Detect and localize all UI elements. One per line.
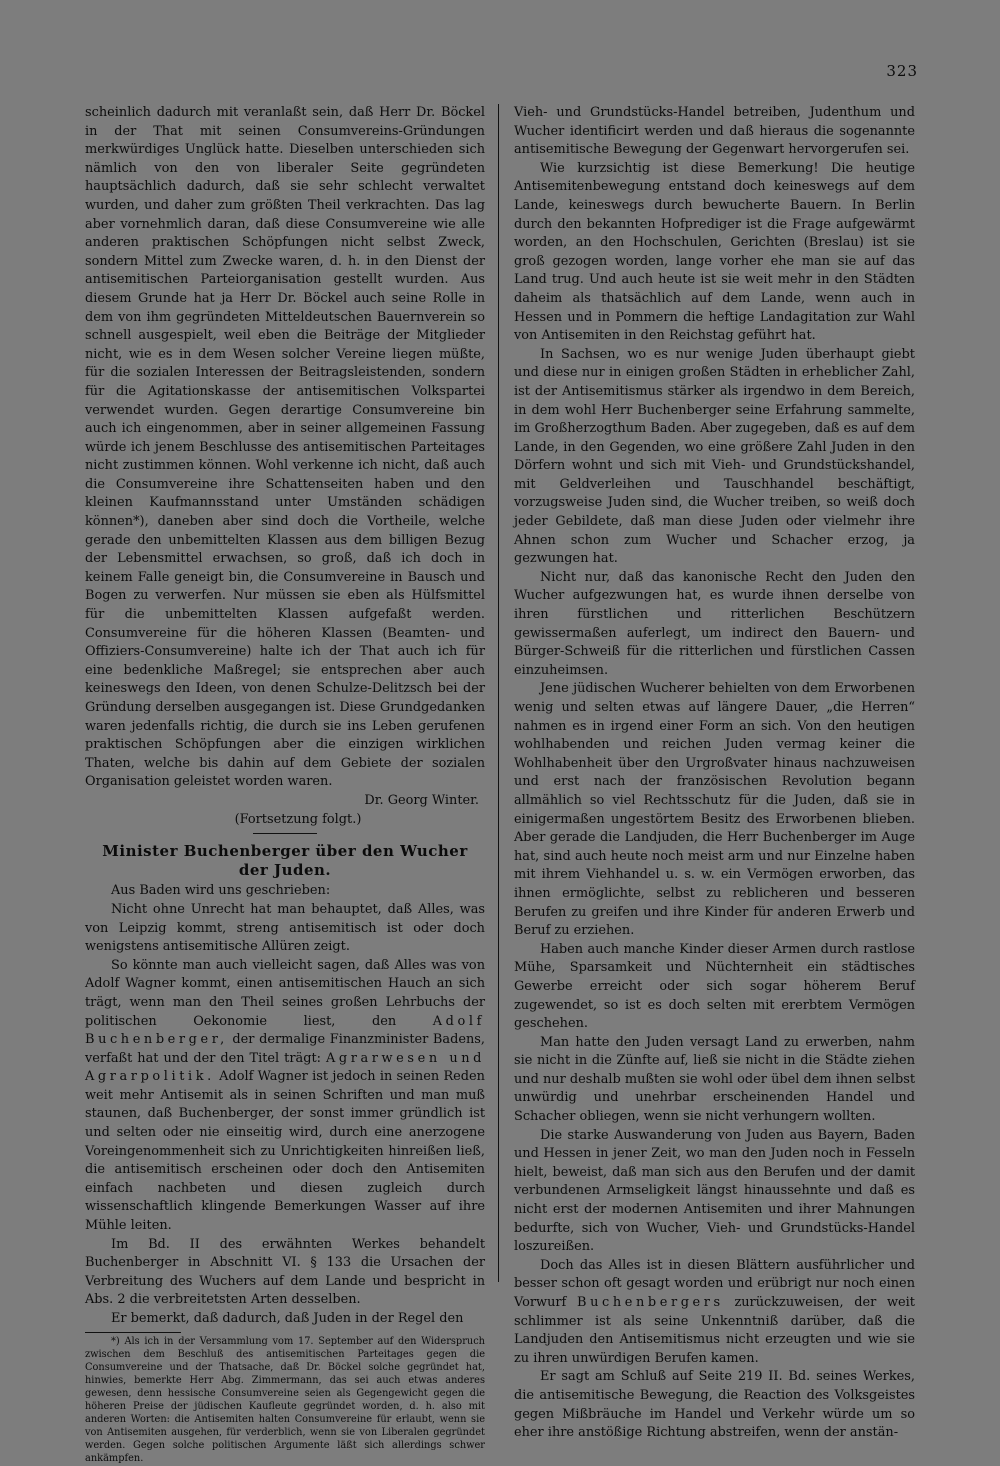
paragraph-text: So könnte man auch vielleicht sagen, daß Alles was von Adolf Wagner kommt, einen antisemitischen Hauch an sich trägt, wenn man den Theil seines großen Lehrbuchs der politischen Oekonomie liest, den: [85, 957, 485, 1029]
article-paragraph: Im Bd. II des erwähnten Werkes behandelt Buchenberger in Abschnitt VI. § 133 die Ursachen der Verbreitung des Wuchers auf dem Lande und bespricht in Abs. 2 die verbreitetsten Arten desselben.: [85, 1236, 485, 1308]
article-heading: Minister Buchenberger über den Wucher der Juden.: [102, 842, 468, 879]
article-paragraph: Man hatte den Juden versagt Land zu erwerben, nahm sie nicht in die Zünfte auf, ließ sie nicht in die Städte ziehen und nur deshalb mußten sie wohl oder übel dem ihnen selbst unwürdig und unehrbar erscheinenden Handel und Schacher obliegen, wenn sie nicht verhungern wollten.: [514, 1034, 915, 1125]
article-paragraph: Nicht ohne Unrecht hat man behauptet, daß Alles, was von Leipzig kommt, streng antisemitisch ist oder doch wenigstens antisemitische Allüren zeigt.: [85, 901, 485, 955]
author-name-spaced: Buchenbergers: [577, 1295, 724, 1310]
page-number: 323: [886, 62, 918, 80]
article-paragraph: Die starke Auswanderung von Juden aus Bayern, Baden und Hessen in jener Zeit, wo man den Juden noch in Fesseln hielt, beweist, daß man sich aus den Berufen und der damit verbundenen Armseligkeit längst hinaussehnte und daß es nicht erst der modernen Antisemiten und ihrer Mahnungen bedurfte, sich von Wucher, Vieh- und Grundstücks-Handel loszureißen.: [514, 1127, 915, 1255]
article-paragraph: Nicht nur, daß das kanonische Recht den Juden den Wucher aufgezwungen hat, es wurde ihnen derselbe von ihren fürstlichen und ritterlichen Beschützern gewissermaßen auferlegt, um indirect den Bauern- und Bürger-Schweiß für die ritterlichen und fürstlichen Cassen einzuheimsen.: [514, 569, 915, 678]
paragraph-text: der dermalige Finanzminister Badens, verfaßt hat und der den Titel trägt:: [85, 1032, 485, 1066]
paragraph-text: zurückzuweisen, der weit schlimmer ist als seine Unkenntniß darüber, daß die Landjuden den Antisemitismus nicht erzeugten und wie sie zu ihren unwürdigen Berufen kamen.: [514, 1295, 915, 1366]
left-column: [85, 104, 485, 1466]
article-paragraph: Vieh- und Grundstücks-Handel betreiben, Judenthum und Wucher identificirt werden und daß hieraus die sogenannte antisemitische Bewegung der Gegenwart hervorgerufen sei.: [514, 105, 915, 158]
right-column: [514, 104, 915, 1443]
continuation-note: (Fortsetzung folgt.): [234, 811, 362, 827]
article-paragraph: In Sachsen, wo es nur wenige Juden überhaupt giebt und diese nur in einigen großen Städten in erheblicher Zahl, ist der Antisemitismus stärker als irgendwo in dem Bereich, in dem wohl Herr Buchenberger seine Erfahrung sammelte, im Großherzogthum Baden. Aber zugegeben, daß es auf dem Lande, in den Gegenden, wo eine größere Zahl Juden in den Dörfern wohnt und sich mit Vieh- und Grundstückshandel, mit Geldverleihen und Tauschhandel beschäftigt, vorzugsweise Juden sind, die Wucher treiben, so weiß doch jeder Gebildete, daß man diese Juden oder vielmehr ihre Ahnen schon zum Wucher und Schacher erzog, ja gezwungen hat.: [514, 346, 915, 567]
column-rule: [498, 104, 499, 1282]
paragraph-text: Doch das Alles ist in diesen Blättern ausführlicher und besser schon oft gesagt worden und erübrigt nur noch einen Vorwurf: [514, 1257, 915, 1310]
article-paragraph: [514, 1257, 915, 1369]
article-paragraph: Er bemerkt, daß dadurch, daß Juden in der Regel den: [111, 1311, 464, 1326]
article-paragraph: Er sagt am Schluß auf Seite 219 II. Bd. seines Werkes, die antisemitische Bewegung, die Reaction des Volksgeistes gegen Mißbräuche im Handel und Verkehr würde um so eher ihre anstößige Richtung abstreifen, wenn der anstän-: [514, 1369, 915, 1441]
author-name-spaced: Adolf Buchenberger,: [85, 1013, 485, 1048]
footnote: *) Als ich in der Versammlung vom 17. September auf den Widerspruch zwischen dem Beschluß des antisemitischen Parteitages gegen die Consumvereine und der Thatsache, daß Dr. Böckel solche gegründet hat, hinwies, bemerkte Herr Abg. Zimmermann, das sei auch etwas anderes gewesen, denn hessische Consumvereine seien als Gegengewicht gegen die höheren Preise der jüdischen Kaufleute gegründet worden, d. h. also mit anderen Worten: die Antisemiten halten Consumvereine für erlaubt, wenn sie von Antisemiten ausgehen, für verderblich, wenn sie von Liberalen gegründet werden. Gegen solche politischen Argumente läßt sich allerdings schwer ankämpfen.: [85, 1335, 485, 1465]
continued-paragraph: scheinlich dadurch mit veranlaßt sein, daß Herr Dr. Böckel in der That mit seinen Consumvereins-Gründungen merkwürdiges Unglück hatte. Dieselben unterschieden sich nämlich von den von liberaler Seite gegründeten hauptsächlich dadurch, daß sie sehr schlecht verwaltet wurden, und daher zum größten Theil verkrachten. Das lag aber vornehmlich daran, daß diese Consumvereine wie alle anderen praktischen Schöpfungen nicht selbst Zweck, sondern Mittel zum Zwecke waren, d. h. in den Dienst der antisemitischen Parteiorganisation gestellt wurden. Aus diesem Grunde hat ja Herr Dr. Böckel auch seine Rolle in dem von ihm gegründeten Mitteldeutschen Bauernverein so schnell ausgespielt, weil eben die Beiträge der Mitglieder nicht, wie es in dem Wesen solcher Vereine liegen müßte, für die sozialen Interessen der Beitragsleistenden, sondern für die Agitationskasse der antisemitischen Volkspartei verwendet wurden. Gegen derartige Consumvereine bin auch ich eingenommen, aber in seiner allgemeinen Fassung würde ich jenem Beschlusse des antisemitischen Parteitages nicht zustimmen können. Wohl verkenne ich nicht, daß auch die Consumvereine ihre Schattenseiten haben und den kleinen Kaufmannsstand unter Umständen schädigen können*), daneben aber sind doch die Vortheile, welche gerade den unbemittelten Klassen aus dem billigen Bezug der Lebensmittel erwachsen, so groß, daß ich doch in keinem Falle geneigt bin, die Consumvereine in Bausch und Bogen zu verwerfen. Nur müssen sie eben als Hülfsmittel für die unbemittelten Klassen aufgefaßt werden. Consumvereine für die höheren Klassen (Beamten- und Offiziers-Consumvereine) halte ich der That auch ich für eine bedenkliche Maßregel; sie entsprechen aber auch keineswegs den Ideen, von denen Schulze-Delitzsch bei der Gründung derselben ausgegangen ist. Diese Grundgedanken waren jedenfalls richtig, die durch sie ins Leben gerufenen praktischen Schöpfungen aber die einzigen wirklichen Thaten, welche bis dahin auf dem Gebiete der sozialen Organisation geleistet worden waren.: [85, 105, 485, 790]
article-paragraph: Wie kurzsichtig ist diese Bemerkung! Die heutige Antisemitenbewegung entstand doch keineswegs auf dem Lande, keineswegs durch bewucherte Bauern. In Berlin durch den bekannten Hofprediger ist die Frage aufgewärmt worden, an den Hochschulen, Gerichten (Breslau) ist sie groß gezogen worden, lange vorher ehe man sie auf das Land trug. Und auch heute ist sie weit mehr in den Städten daheim als thatsächlich auf dem Lande, wenn auch in Hessen und in Pommern die heftige Landagitation zur Wahl von Antisemiten in den Reichstag geführt hat.: [514, 160, 915, 344]
paragraph-text: Adolf Wagner ist jedoch in seinen Reden weit mehr Antisemit als in seinen Schriften und man muß staunen, daß Buchenberger, der sonst immer gründlich ist und selten oder nie einseitig wird, durch eine anerzogene Voreingenommenheit sich zu Unrichtigkeiten hinreißen ließ, die antisemitisch erscheinen oder doch den Antisemiten einfach nachbeten und diesen zugleich durch wissenschaftlich klingende Bemerkungen Wasser auf ihre Mühle leiten.: [85, 1069, 485, 1234]
article-paragraph: Jene jüdischen Wucherer behielten von dem Erworbenen wenig und selten etwas auf längere Dauer, „die Herren“ nahmen es in irgend einer Form an sich. Von den heutigen wohlhabenden und reichen Juden vermag keiner die Wohlhabenheit über den Urgroßvater hinaus nachzuweisen und erst nach der französischen Revolution begann allmählich so viel Rechtsschutz für die Juden, daß sie in einigermaßen ungestörtem Besitz des Erworbenen blieben. Aber gerade die Landjuden, die Herr Buchenberger im Auge hat, sind auch heute noch meist arm und nur Einzelne haben mit ihrem Viehhandel u. s. w. ein Vermögen erworben, das ihnen ermöglichte, selbst zu reblicheren und besseren Berufen zu greifen und ihre Kinder für anderen Erwerb und Beruf zu erziehen.: [514, 681, 915, 939]
article-paragraph: Haben auch manche Kinder dieser Armen durch rastlose Mühe, Sparsamkeit und Nüchternheit ein städtisches Gewerbe erreicht oder sich sogar höherem Beruf zugewendet, so ist es doch selten mit ererbtem Vermögen geschehen.: [514, 941, 915, 1032]
footnote-divider: [85, 1332, 181, 1333]
article-paragraph: Aus Baden wird uns geschrieben:: [111, 883, 331, 899]
author-signature: Dr. Georg Winter.: [364, 792, 479, 808]
article-paragraph: [85, 957, 485, 1236]
book-title-spaced: Agrarwesen und Agrarpolitik.: [85, 1050, 485, 1085]
section-divider: [253, 833, 317, 834]
